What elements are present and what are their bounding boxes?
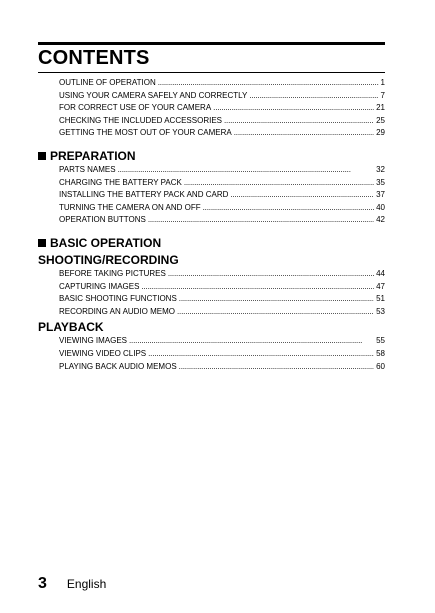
toc-entry-label: CAPTURING IMAGES [59, 281, 140, 291]
preparation-entries [38, 164, 385, 227]
dot-leader [234, 127, 374, 140]
intro-entries [38, 77, 385, 140]
subsection-shooting-recording: SHOOTING/RECORDING [38, 252, 179, 267]
toc-entry-page: 32 [376, 164, 385, 174]
toc-entry-page: 40 [376, 202, 385, 212]
dot-leader [230, 189, 374, 202]
toc-entry-page: 51 [376, 294, 385, 304]
dot-leader [177, 306, 374, 319]
table-of-contents [38, 77, 385, 373]
toc-entry[interactable] [59, 189, 385, 202]
toc-entry-label: BEFORE TAKING PICTURES [59, 268, 166, 278]
toc-entry[interactable] [59, 214, 385, 227]
subsection-playback: PLAYBACK [38, 320, 104, 335]
toc-entry-page: 44 [376, 268, 385, 278]
toc-entry[interactable] [59, 281, 385, 294]
toc-entry-page: 1 [380, 78, 385, 87]
toc-entry-label: RECORDING AN AUDIO MEMO [59, 306, 176, 316]
shooting-entries [38, 268, 385, 318]
toc-entry[interactable] [59, 306, 385, 319]
toc-entry[interactable] [59, 348, 385, 361]
toc-entry-page: 37 [376, 190, 385, 200]
toc-entry-page: 21 [376, 103, 385, 113]
toc-entry-page: 7 [380, 90, 385, 100]
section-heading: BASIC OPERATION [50, 235, 162, 250]
toc-entry-label: CHARGING THE BATTERY PACK [59, 177, 182, 187]
toc-entry-label: VIEWING IMAGES [59, 336, 128, 346]
language-label: English [66, 577, 107, 591]
toc-entry-page: 35 [376, 177, 385, 187]
dot-leader [179, 361, 374, 374]
title-top-rule [38, 42, 385, 45]
dot-leader [184, 177, 374, 190]
dot-leader [224, 115, 374, 128]
toc-entry[interactable] [59, 202, 385, 215]
dot-leader [141, 281, 374, 294]
toc-entry[interactable] [59, 361, 385, 374]
toc-entry-label: OPERATION BUTTONS [59, 215, 146, 225]
dot-leader [148, 214, 374, 227]
toc-entry-label: INSTALLING THE BATTERY PACK AND CARD [59, 190, 229, 200]
square-bullet-icon [38, 152, 46, 160]
toc-entry[interactable] [59, 335, 385, 348]
toc-entry-page: 47 [376, 281, 385, 291]
toc-entry-label: BASIC SHOOTING FUNCTIONS [59, 294, 177, 304]
toc-entry-page: 60 [376, 361, 385, 371]
toc-entry-label: CHECKING THE INCLUDED ACCESSORIES [59, 115, 222, 125]
toc-entry[interactable] [59, 127, 385, 140]
toc-entry[interactable] [59, 293, 385, 306]
toc-entry[interactable] [59, 77, 385, 90]
title-bottom-rule [38, 72, 385, 73]
toc-entry[interactable] [59, 115, 385, 128]
toc-entry-label: PLAYING BACK AUDIO MEMOS [59, 361, 177, 371]
dot-leader [118, 164, 374, 177]
playback-entries [38, 335, 385, 373]
toc-entry[interactable] [59, 164, 385, 177]
toc-entry-page: 58 [376, 348, 385, 358]
dot-leader [203, 202, 374, 215]
toc-entry-label: FOR CORRECT USE OF YOUR CAMERA [59, 103, 212, 113]
toc-entry-label: OUTLINE OF OPERATION [59, 78, 156, 87]
page-number: 3 [38, 575, 47, 592]
dot-leader [158, 77, 379, 90]
toc-entry-page: 53 [376, 306, 385, 316]
toc-entry-label: TURNING THE CAMERA ON AND OFF [59, 202, 201, 212]
section-basic-operation [38, 235, 385, 251]
page-footer [38, 575, 106, 593]
square-bullet-icon [38, 239, 46, 247]
toc-entry-page: 29 [376, 128, 385, 138]
dot-leader [179, 293, 374, 306]
toc-entry[interactable] [59, 177, 385, 190]
dot-leader [213, 102, 374, 115]
toc-entry[interactable] [59, 268, 385, 281]
toc-entry-label: VIEWING VIDEO CLIPS [59, 348, 147, 358]
section-preparation [38, 148, 385, 164]
toc-entry-page: 42 [376, 215, 385, 225]
toc-entry-label: USING YOUR CAMERA SAFELY AND CORRECTLY [59, 90, 248, 100]
dot-leader [148, 348, 374, 361]
page-title: CONTENTS [38, 47, 150, 69]
toc-entry-page: 25 [376, 115, 385, 125]
toc-entry[interactable] [59, 90, 385, 103]
dot-leader [249, 90, 378, 103]
section-heading: PREPARATION [50, 148, 136, 163]
toc-entry-label: GETTING THE MOST OUT OF YOUR CAMERA [59, 128, 232, 138]
toc-entry-page: 55 [376, 336, 385, 346]
toc-entry[interactable] [59, 102, 385, 115]
dot-leader [168, 268, 374, 281]
dot-leader [129, 335, 374, 348]
toc-entry-label: PARTS NAMES [59, 164, 116, 174]
